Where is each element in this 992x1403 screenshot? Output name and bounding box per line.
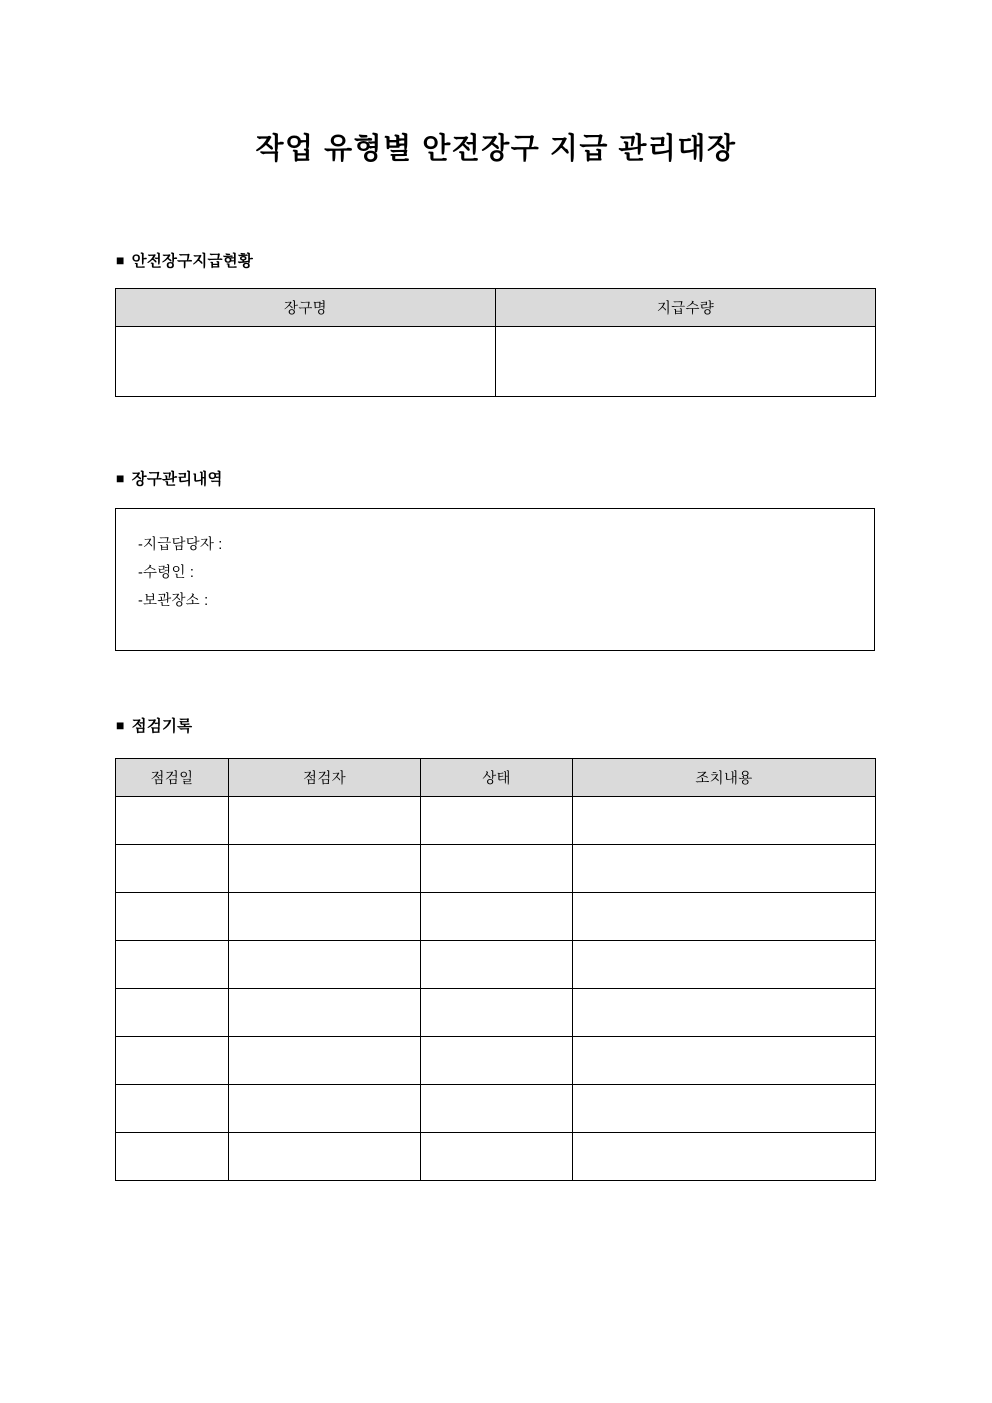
cell-inspector[interactable] [229,797,421,845]
cell-condition[interactable] [421,1133,573,1181]
table-row [116,797,876,845]
column-header-action-taken: 조치내용 [573,759,876,797]
cell-inspector[interactable] [229,845,421,893]
cell-inspection-date[interactable] [116,1085,229,1133]
cell-condition[interactable] [421,1085,573,1133]
cell-inspection-date[interactable] [116,941,229,989]
cell-action-taken[interactable] [573,989,876,1037]
column-header-equipment-name: 장구명 [116,289,496,327]
cell-action-taken[interactable] [573,797,876,845]
table-row [116,893,876,941]
cell-condition[interactable] [421,941,573,989]
table-row [116,1037,876,1085]
table-row [116,989,876,1037]
cell-inspection-date[interactable] [116,1133,229,1181]
cell-action-taken[interactable] [573,845,876,893]
cell-condition[interactable] [421,1037,573,1085]
cell-inspection-date[interactable] [116,845,229,893]
section-heading-supply-status [116,252,253,271]
cell-condition[interactable] [421,893,573,941]
cell-action-taken[interactable] [573,893,876,941]
cell-equipment-name[interactable] [116,327,496,397]
cell-action-taken[interactable] [573,1037,876,1085]
page-title: 작업 유형별 안전장구 지급 관리대장 [255,133,737,165]
section-heading-supply-status-label: 안전장구지급현황 [131,253,254,270]
cell-inspection-date[interactable] [116,893,229,941]
cell-inspection-date[interactable] [116,989,229,1037]
cell-condition[interactable] [421,797,573,845]
inspection-log-table [115,758,876,1181]
cell-action-taken[interactable] [573,1133,876,1181]
cell-inspector[interactable] [229,1085,421,1133]
cell-inspector[interactable] [229,989,421,1037]
cell-condition[interactable] [421,845,573,893]
section-heading-management-details-label: 장구관리내역 [131,471,223,488]
filled-square-bullet-icon: ■ [116,252,125,268]
management-line-storage-location[interactable]: -보관장소 : [138,593,209,609]
cell-inspection-date[interactable] [116,1037,229,1085]
management-line-issuer[interactable]: -지급담당자 : [138,537,223,553]
column-header-inspection-date: 점검일 [116,759,229,797]
cell-inspector[interactable] [229,1037,421,1085]
table-row [116,941,876,989]
table-header-row [116,759,876,797]
cell-inspector[interactable] [229,1133,421,1181]
cell-inspector[interactable] [229,893,421,941]
cell-condition[interactable] [421,989,573,1037]
filled-square-bullet-icon: ■ [116,470,125,486]
cell-inspector[interactable] [229,941,421,989]
table-row [116,1085,876,1133]
management-details-box [115,508,875,651]
filled-square-bullet-icon: ■ [116,717,125,733]
column-header-supply-quantity: 지급수량 [496,289,876,327]
column-header-inspector: 점검자 [229,759,421,797]
table-row [116,327,876,397]
section-heading-management-details [116,470,223,489]
table-row [116,845,876,893]
cell-action-taken[interactable] [573,1085,876,1133]
section-heading-inspection-log [116,717,192,736]
cell-supply-quantity[interactable] [496,327,876,397]
section-heading-inspection-log-label: 점검기록 [131,718,193,735]
cell-action-taken[interactable] [573,941,876,989]
cell-inspection-date[interactable] [116,797,229,845]
supply-status-table [115,288,876,397]
management-line-receiver[interactable]: -수령인 : [138,565,195,581]
table-row [116,1133,876,1181]
column-header-condition: 상태 [421,759,573,797]
table-header-row [116,289,876,327]
